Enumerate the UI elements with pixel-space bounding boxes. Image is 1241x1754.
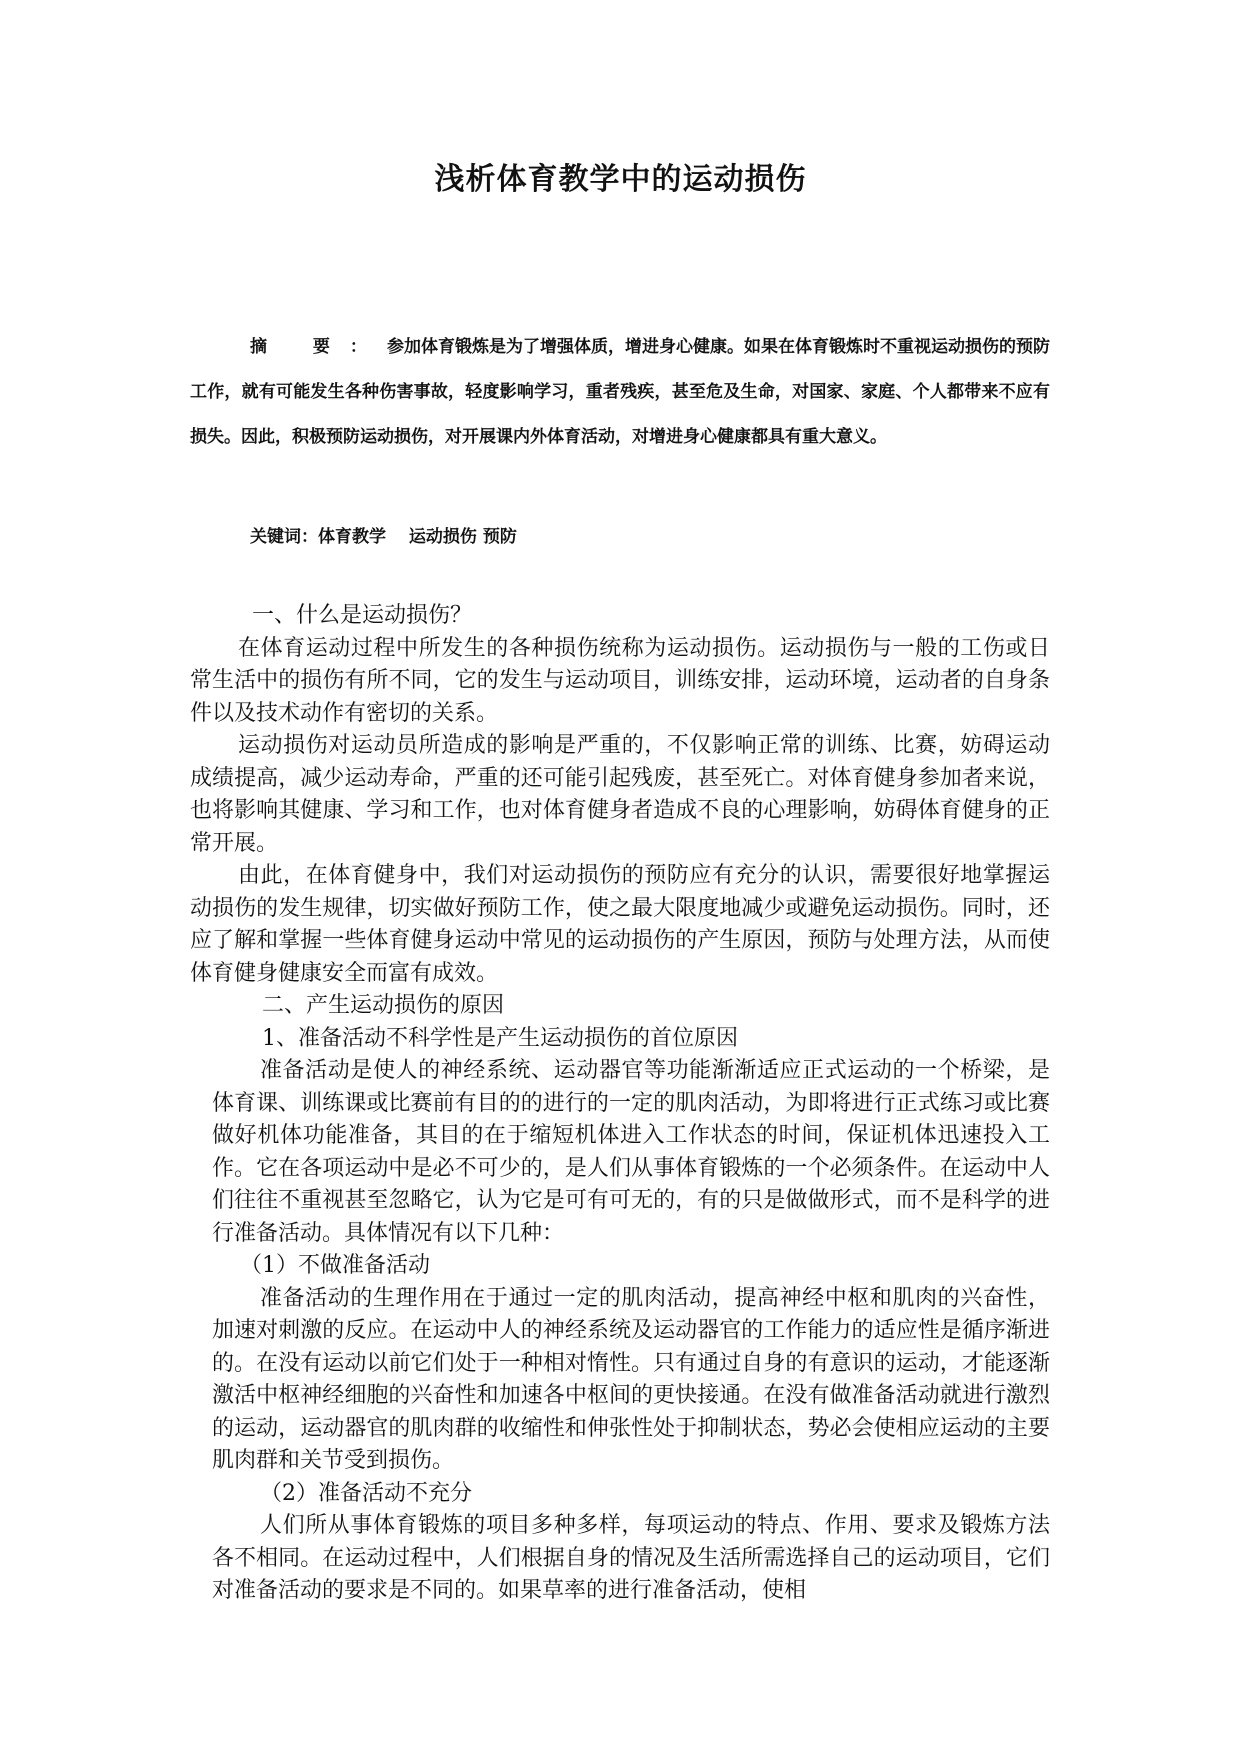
paragraph: 运动损伤对运动员所造成的影响是严重的，不仅影响正常的训练、比赛，妨碍运动成绩提高，减少运动寿命，严重的还可能引起残废，甚至死亡。对体育健身参加者来说，也将影响其健康、学习和工作，也对体育健身者造成不良的心理影响，妨碍体育健身的正常开展。	[190, 733, 1050, 856]
item-heading: （2）准备活动不充分	[260, 1480, 472, 1506]
page-title: 浅析体育教学中的运动损伤	[434, 162, 807, 197]
section-heading-2: 二、产生运动损伤的原因	[262, 993, 505, 1018]
paragraph: 准备活动是使人的神经系统、运动器官等功能渐渐适应正式运动的一个桥梁，是体育课、训练课或比赛前有目的的进行的一定的肌肉活动，为即将进行正式练习或比赛做好机体功能准备，其目的在于缩短机体进入工作状态的时间，保证机体迅速投入工作。它在各项运动中是必不可少的，是人们从事体育锻炼的一个必须条件。在运动中人们往往不重视甚至忽略它，认为它是可有可无的，有的只是做做形式，而不是科学的进行准备活动。具体情况有以下几种：	[212, 1058, 1050, 1246]
paragraph: 在体育运动过程中所发生的各种损伤统称为运动损伤。运动损伤与一般的工伤或日常生活中的损伤有所不同，它的发生与运动项目，训练安排，运动环境，运动者的自身条件以及技术动作有密切的关系。	[190, 635, 1050, 726]
section-heading-1: 一、什么是运动损伤？	[252, 603, 473, 628]
keywords-label: 关键词：	[250, 527, 318, 547]
abstract-text: 参加体育锻炼是为了增强体质，增进身心健康。如果在体育锻炼时不重视运动损伤的预防工作，就有可能发生各种伤害事故，轻度影响学习，重者残疾，甚至危及生命，对国家、家庭、个人都带来不应有损失。因此，积极预防运动损伤，对开展课内外体育活动，对增进身心健康都具有重大意义。	[190, 337, 1051, 447]
abstract	[190, 325, 1050, 460]
article-body	[190, 600, 1050, 1608]
paragraph: 由此，在体育健身中，我们对运动损伤的预防应有充分的认识，需要很好地掌握运动损伤的发生规律，切实做好预防工作，使之最大限度地减少或避免运动损伤。同时，还应了解和掌握一些体育健身运动中常见的运动损伤的产生原因，预防与处理方法，从而使体育健身健康安全而富有成效。	[190, 863, 1050, 986]
keywords	[250, 522, 950, 552]
keywords-text: 体育教学 运动损伤 预防	[318, 527, 517, 547]
paragraph: 准备活动的生理作用在于通过一定的肌肉活动，提高神经中枢和肌肉的兴奋性，加速对刺激的反应。在运动中人的神经系统及运动器官的工作能力的适应性是循序渐进的。在没有运动以前它们处于一种相对惰性。只有通过自身的有意识的运动，才能逐渐激活中枢神经细胞的兴奋性和加速各中枢间的更快接通。在没有做准备活动就进行激烈的运动，运动器官的肌肉群的收缩性和伸张性处于抑制状态，势必会使相应运动的主要肌肉群和关节受到损伤。	[212, 1285, 1050, 1473]
paragraph: 人们所从事体育锻炼的项目多种多样，每项运动的特点、作用、要求及锻炼方法各不相同。在运动过程中，人们根据自身的情况及生活所需选择自己的运动项目，它们对准备活动的要求是不同的。如果草率的进行准备活动，使相	[212, 1513, 1050, 1603]
item-heading: （1）不做准备活动	[240, 1253, 430, 1278]
subsection-heading: 1、准备活动不科学性是产生运动损伤的首位原因	[262, 1025, 738, 1051]
abstract-label: 摘 要：	[250, 337, 387, 357]
